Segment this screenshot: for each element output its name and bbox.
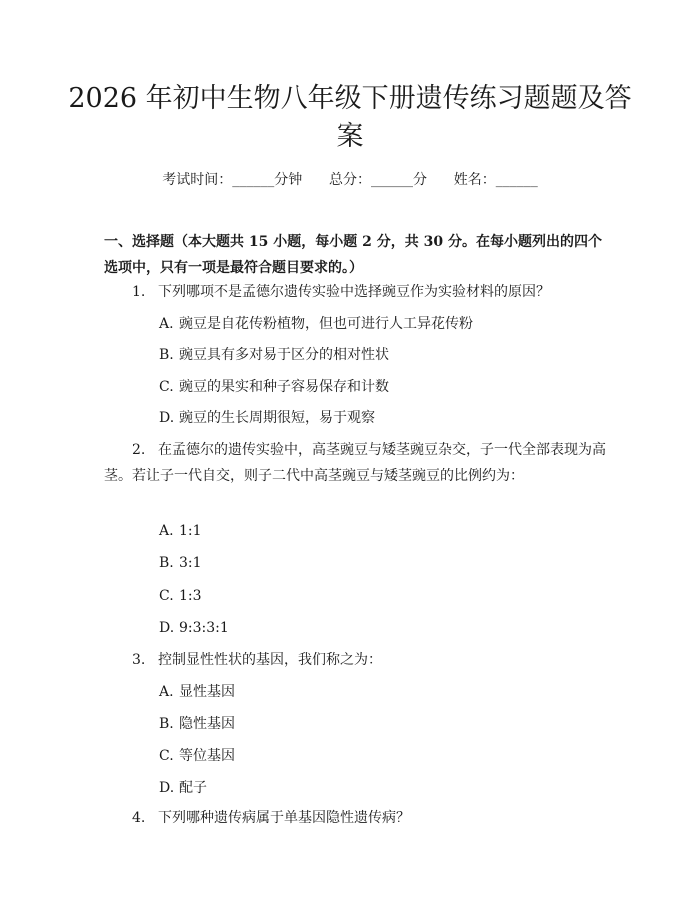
exam-info-line: 考试时间：______分钟 总分：______分 姓名：______ bbox=[162, 172, 538, 188]
option-2c bbox=[159, 585, 619, 607]
option-text: 3:1 bbox=[179, 555, 202, 571]
option-letter: B. bbox=[159, 716, 174, 732]
option-letter: A. bbox=[159, 523, 174, 539]
option-text: 显性基因 bbox=[179, 684, 235, 700]
option-text: 9:3:3:1 bbox=[179, 620, 229, 636]
option-letter: C. bbox=[159, 379, 174, 395]
option-letter: D. bbox=[159, 620, 175, 636]
option-3d bbox=[159, 777, 619, 799]
question-number: 4. bbox=[132, 810, 146, 826]
option-2b bbox=[159, 552, 619, 574]
option-letter: C. bbox=[159, 748, 174, 764]
option-text: 豌豆的生长周期很短，易于观察 bbox=[179, 410, 375, 426]
option-text: 豌豆具有多对易于区分的相对性状 bbox=[179, 347, 389, 363]
question-1 bbox=[104, 279, 610, 305]
option-letter: B. bbox=[159, 555, 174, 571]
option-text: 1:3 bbox=[179, 588, 202, 604]
option-2d bbox=[159, 617, 619, 639]
question-number: 1. bbox=[132, 284, 146, 300]
question-text: 下列哪种遗传病属于单基因隐性遗传病？ bbox=[158, 810, 410, 826]
option-1d bbox=[159, 407, 619, 429]
option-letter: B. bbox=[159, 347, 174, 363]
option-text: 1:1 bbox=[179, 523, 202, 539]
option-letter: C. bbox=[159, 588, 174, 604]
question-3 bbox=[104, 647, 610, 673]
option-1c bbox=[159, 376, 619, 398]
question-text: 控制显性性状的基因，我们称之为： bbox=[158, 652, 382, 668]
option-text: 豌豆是自花传粉植物，但也可进行人工异花传粉 bbox=[179, 316, 473, 332]
question-text: 下列哪项不是孟德尔遗传实验中选择豌豆作为实验材料的原因？ bbox=[158, 284, 550, 300]
question-4 bbox=[104, 805, 610, 831]
option-letter: A. bbox=[159, 316, 174, 332]
question-2 bbox=[104, 437, 610, 489]
page-title: 2026 年初中生物八年级下册遗传练习题题及答案 bbox=[68, 83, 632, 152]
section-heading: 一、选择题（本大题共 15 小题，每小题 2 分，共 30 分。在每小题列出的四个选项中，只有一项是最符合题目要求的。） bbox=[104, 234, 602, 276]
option-3a bbox=[159, 681, 619, 703]
option-text: 豌豆的果实和种子容易保存和计数 bbox=[179, 379, 389, 395]
option-text: 配子 bbox=[179, 780, 207, 796]
option-text: 隐性基因 bbox=[179, 716, 235, 732]
option-1b bbox=[159, 344, 619, 366]
question-number: 2. bbox=[132, 442, 146, 458]
option-letter: A. bbox=[159, 684, 174, 700]
option-letter: D. bbox=[159, 410, 175, 426]
option-text: 等位基因 bbox=[179, 748, 235, 764]
option-1a bbox=[159, 313, 619, 335]
option-letter: D. bbox=[159, 780, 175, 796]
question-text: 在孟德尔的遗传实验中，高茎豌豆与矮茎豌豆杂交，子一代全部表现为高茎。若让子一代自交，则子二代中高茎豌豆与矮茎豌豆的比例约为： bbox=[104, 442, 606, 484]
option-3b bbox=[159, 713, 619, 735]
question-number: 3. bbox=[132, 652, 146, 668]
option-2a bbox=[159, 520, 619, 542]
option-3c bbox=[159, 745, 619, 767]
